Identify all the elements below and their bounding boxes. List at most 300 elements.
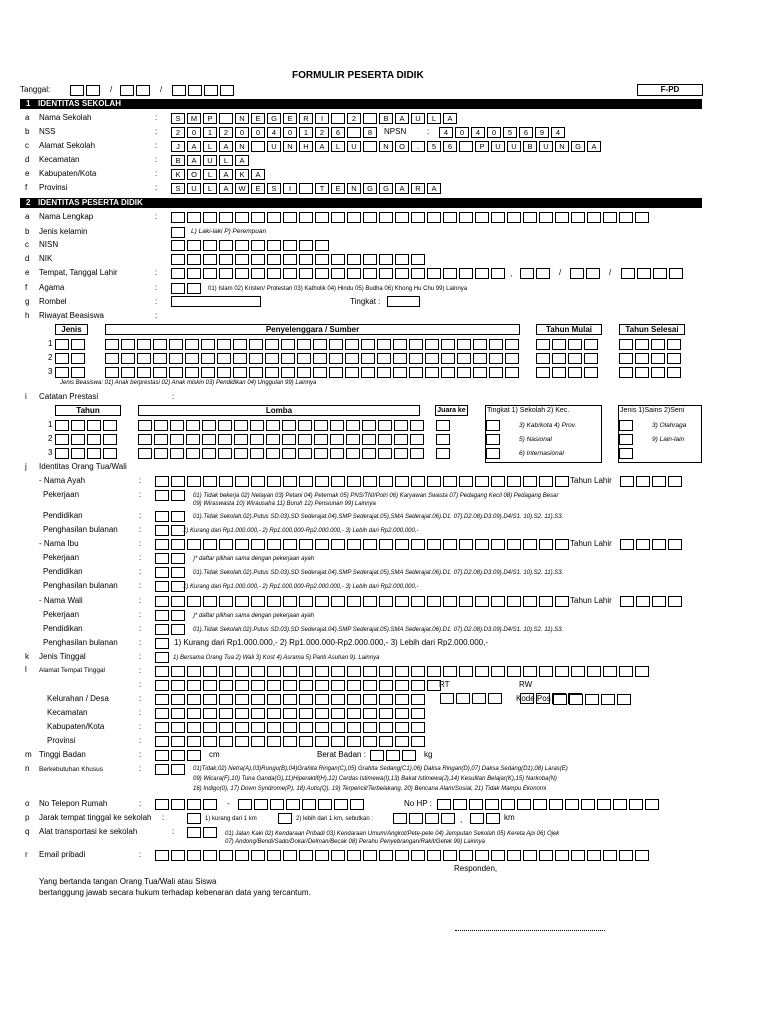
char-box[interactable] — [298, 434, 312, 445]
char-box[interactable] — [331, 694, 345, 705]
char-box[interactable] — [203, 799, 217, 810]
char-box[interactable]: I — [283, 183, 297, 194]
char-box[interactable]: 4 — [471, 127, 485, 138]
char-box[interactable] — [539, 850, 553, 861]
char-box[interactable] — [667, 353, 681, 364]
char-box[interactable] — [362, 420, 376, 431]
char-box[interactable] — [361, 339, 375, 350]
char-box[interactable] — [155, 764, 169, 775]
char-box[interactable] — [523, 212, 537, 223]
char-box[interactable] — [441, 367, 455, 378]
char-box[interactable] — [379, 680, 393, 691]
char-box[interactable] — [155, 596, 169, 607]
lahir-day-boxes[interactable] — [520, 268, 552, 279]
char-box[interactable]: O — [395, 141, 409, 152]
char-box[interactable] — [617, 694, 631, 705]
char-box[interactable] — [486, 813, 500, 824]
char-box[interactable] — [235, 708, 249, 719]
char-box[interactable] — [155, 511, 169, 522]
char-box[interactable] — [219, 539, 233, 550]
char-box[interactable] — [235, 694, 249, 705]
char-box[interactable] — [313, 367, 327, 378]
pekerjaan-ibu-boxes[interactable] — [155, 553, 187, 564]
char-box[interactable] — [488, 693, 502, 704]
char-box[interactable] — [489, 367, 503, 378]
char-box[interactable] — [155, 476, 169, 487]
char-box[interactable]: L — [203, 169, 217, 180]
nisn-boxes[interactable] — [171, 240, 331, 251]
char-box[interactable] — [459, 666, 473, 677]
char-box[interactable] — [138, 434, 152, 445]
char-box[interactable] — [363, 539, 377, 550]
char-box[interactable] — [71, 434, 85, 445]
char-box[interactable]: E — [251, 183, 265, 194]
char-box[interactable] — [619, 339, 633, 350]
char-box[interactable] — [233, 339, 247, 350]
char-box[interactable] — [565, 799, 579, 810]
char-box[interactable] — [169, 353, 183, 364]
char-box[interactable] — [621, 268, 635, 279]
char-box[interactable] — [441, 353, 455, 364]
char-box[interactable] — [169, 367, 183, 378]
char-box[interactable] — [459, 476, 473, 487]
char-box[interactable] — [187, 722, 201, 733]
char-box[interactable] — [219, 694, 233, 705]
char-box[interactable] — [171, 212, 185, 223]
char-box[interactable] — [668, 539, 682, 550]
char-box[interactable]: N — [235, 113, 249, 124]
char-box[interactable]: G — [379, 183, 393, 194]
char-box[interactable] — [363, 850, 377, 861]
char-box[interactable] — [411, 268, 425, 279]
char-box[interactable] — [155, 680, 169, 691]
char-box[interactable] — [652, 539, 666, 550]
char-box[interactable] — [636, 476, 650, 487]
char-box[interactable] — [635, 212, 649, 223]
char-box[interactable] — [267, 254, 281, 265]
char-box[interactable] — [363, 694, 377, 705]
char-box[interactable] — [55, 367, 69, 378]
char-box[interactable] — [155, 610, 169, 621]
char-box[interactable] — [555, 476, 569, 487]
char-box[interactable] — [318, 799, 332, 810]
char-box[interactable]: N — [283, 141, 297, 152]
char-box[interactable] — [402, 750, 416, 761]
char-box[interactable] — [155, 799, 169, 810]
char-box[interactable] — [302, 799, 316, 810]
char-box[interactable] — [171, 268, 185, 279]
char-box[interactable] — [440, 693, 454, 704]
char-box[interactable] — [584, 339, 598, 350]
char-box[interactable] — [299, 694, 313, 705]
pendidikan-ayah-boxes[interactable] — [155, 511, 187, 522]
char-box[interactable] — [171, 610, 185, 621]
beasiswa-row-boxes[interactable] — [619, 367, 683, 378]
char-box[interactable] — [249, 339, 263, 350]
char-box[interactable]: U — [267, 141, 281, 152]
char-box[interactable] — [331, 850, 345, 861]
char-box[interactable] — [187, 212, 201, 223]
char-box[interactable] — [267, 680, 281, 691]
char-box[interactable]: A — [587, 141, 601, 152]
tempat-lahir-boxes[interactable] — [171, 268, 507, 279]
char-box[interactable] — [619, 850, 633, 861]
char-box[interactable] — [283, 476, 297, 487]
char-box[interactable] — [443, 212, 457, 223]
char-box[interactable] — [171, 490, 185, 501]
char-box[interactable] — [457, 367, 471, 378]
char-box[interactable] — [669, 268, 683, 279]
char-box[interactable] — [155, 638, 169, 649]
jarak-decimal-boxes[interactable] — [470, 813, 502, 824]
char-box[interactable] — [203, 827, 217, 838]
char-box[interactable] — [386, 750, 400, 761]
char-box[interactable] — [235, 736, 249, 747]
char-box[interactable] — [218, 448, 232, 459]
char-box[interactable] — [601, 694, 615, 705]
char-box[interactable] — [379, 708, 393, 719]
char-box[interactable] — [443, 596, 457, 607]
char-box[interactable] — [297, 367, 311, 378]
char-box[interactable] — [315, 722, 329, 733]
char-box[interactable] — [155, 553, 169, 564]
tanggal-day-boxes[interactable] — [70, 85, 102, 96]
char-box[interactable] — [393, 353, 407, 364]
char-box[interactable] — [331, 476, 345, 487]
char-box[interactable] — [154, 420, 168, 431]
char-box[interactable] — [443, 476, 457, 487]
char-box[interactable] — [267, 240, 281, 251]
char-box[interactable] — [186, 448, 200, 459]
char-box[interactable] — [171, 553, 185, 564]
char-box[interactable] — [171, 680, 185, 691]
char-box[interactable] — [363, 141, 377, 152]
char-box[interactable] — [265, 367, 279, 378]
char-box[interactable] — [491, 666, 505, 677]
char-box[interactable] — [620, 476, 634, 487]
char-box[interactable] — [171, 227, 185, 238]
char-box[interactable] — [377, 367, 391, 378]
char-box[interactable] — [71, 339, 85, 350]
char-box[interactable] — [473, 339, 487, 350]
char-box[interactable]: 0 — [283, 127, 297, 138]
char-box[interactable] — [299, 254, 313, 265]
char-box[interactable] — [587, 666, 601, 677]
rombel-field[interactable] — [171, 296, 261, 307]
char-box[interactable]: B — [171, 155, 185, 166]
char-box[interactable] — [379, 666, 393, 677]
char-box[interactable]: 1 — [299, 127, 313, 138]
char-box[interactable] — [203, 240, 217, 251]
char-box[interactable] — [568, 353, 582, 364]
rt-boxes[interactable] — [440, 693, 504, 704]
char-box[interactable] — [443, 268, 457, 279]
char-box[interactable] — [597, 799, 611, 810]
char-box[interactable]: 4 — [439, 127, 453, 138]
prestasi-row-boxes[interactable] — [436, 448, 452, 459]
char-box[interactable]: G — [571, 141, 585, 152]
prestasi-row-boxes[interactable] — [436, 420, 452, 431]
char-box[interactable] — [346, 434, 360, 445]
char-box[interactable] — [219, 596, 233, 607]
char-box[interactable] — [347, 722, 361, 733]
char-box[interactable] — [571, 666, 585, 677]
char-box[interactable] — [235, 240, 249, 251]
char-box[interactable] — [473, 353, 487, 364]
char-box[interactable]: B — [379, 113, 393, 124]
char-box[interactable] — [187, 666, 201, 677]
char-box[interactable] — [299, 680, 313, 691]
jarak-opt2-box[interactable] — [278, 813, 294, 824]
char-box[interactable] — [552, 339, 566, 350]
char-box[interactable] — [379, 722, 393, 733]
char-box[interactable] — [219, 666, 233, 677]
char-box[interactable] — [475, 268, 489, 279]
char-box[interactable] — [315, 850, 329, 861]
char-box[interactable] — [517, 799, 531, 810]
char-box[interactable] — [427, 596, 441, 607]
beasiswa-row-boxes[interactable] — [536, 367, 600, 378]
char-box[interactable] — [315, 666, 329, 677]
char-box[interactable] — [251, 254, 265, 265]
beasiswa-row-boxes[interactable] — [105, 339, 521, 350]
char-box[interactable] — [254, 799, 268, 810]
kelurahan-boxes[interactable] — [155, 694, 427, 705]
char-box[interactable] — [347, 736, 361, 747]
char-box[interactable] — [411, 596, 425, 607]
char-box[interactable]: S — [171, 113, 185, 124]
char-box[interactable] — [457, 339, 471, 350]
char-box[interactable] — [187, 694, 201, 705]
char-box[interactable] — [619, 420, 633, 431]
char-box[interactable] — [203, 268, 217, 279]
char-box[interactable]: L — [331, 141, 345, 152]
char-box[interactable] — [155, 624, 169, 635]
char-box[interactable] — [427, 212, 441, 223]
char-box[interactable] — [219, 240, 233, 251]
char-box[interactable] — [235, 680, 249, 691]
char-box[interactable] — [363, 736, 377, 747]
char-box[interactable] — [219, 708, 233, 719]
char-box[interactable] — [250, 420, 264, 431]
char-box[interactable] — [363, 708, 377, 719]
char-box[interactable] — [171, 708, 185, 719]
tahun-lahir-wali-boxes[interactable] — [620, 596, 684, 607]
char-box[interactable] — [427, 539, 441, 550]
pendidikan-wali-boxes[interactable] — [155, 624, 187, 635]
char-box[interactable]: A — [219, 169, 233, 180]
char-box[interactable]: L — [203, 141, 217, 152]
char-box[interactable] — [187, 850, 201, 861]
char-box[interactable] — [585, 694, 599, 705]
kecamatan-boxes[interactable] — [155, 708, 427, 719]
char-box[interactable] — [202, 434, 216, 445]
char-box[interactable] — [427, 268, 441, 279]
char-box[interactable] — [539, 666, 553, 677]
char-box[interactable] — [379, 539, 393, 550]
jenis-kelamin-box[interactable] — [171, 227, 187, 238]
char-box[interactable]: 6 — [443, 141, 457, 152]
jenis-tinggal-box[interactable] — [155, 652, 171, 663]
char-box[interactable] — [361, 367, 375, 378]
char-box[interactable] — [331, 736, 345, 747]
char-box[interactable] — [394, 420, 408, 431]
beasiswa-row-boxes[interactable] — [619, 353, 683, 364]
char-box[interactable] — [347, 666, 361, 677]
char-box[interactable] — [87, 434, 101, 445]
char-box[interactable] — [347, 596, 361, 607]
char-box[interactable] — [155, 694, 169, 705]
char-box[interactable] — [171, 722, 185, 733]
char-box[interactable] — [299, 476, 313, 487]
char-box[interactable] — [267, 596, 281, 607]
char-box[interactable] — [441, 813, 455, 824]
char-box[interactable] — [507, 212, 521, 223]
char-box[interactable] — [217, 367, 231, 378]
char-box[interactable] — [486, 420, 500, 431]
char-box[interactable] — [651, 353, 665, 364]
char-box[interactable] — [436, 434, 450, 445]
char-box[interactable] — [523, 666, 537, 677]
tanggal-month-boxes[interactable] — [120, 85, 152, 96]
char-box[interactable] — [539, 212, 553, 223]
nama-ayah-boxes[interactable] — [155, 476, 571, 487]
char-box[interactable] — [345, 353, 359, 364]
email-boxes[interactable] — [155, 850, 651, 861]
char-box[interactable] — [249, 367, 263, 378]
char-box[interactable] — [313, 353, 327, 364]
penghasilan-wali-box[interactable] — [155, 638, 171, 649]
char-box[interactable] — [635, 666, 649, 677]
char-box[interactable] — [653, 268, 667, 279]
char-box[interactable]: R — [299, 113, 313, 124]
char-box[interactable] — [203, 694, 217, 705]
char-box[interactable]: 8 — [363, 127, 377, 138]
char-box[interactable] — [283, 850, 297, 861]
tingkat-field[interactable] — [387, 296, 420, 307]
char-box[interactable] — [489, 353, 503, 364]
char-box[interactable] — [235, 722, 249, 733]
telepon-kode-boxes[interactable] — [155, 799, 219, 810]
char-box[interactable] — [667, 367, 681, 378]
char-box[interactable] — [186, 434, 200, 445]
char-box[interactable] — [283, 212, 297, 223]
char-box[interactable] — [233, 353, 247, 364]
char-box[interactable] — [171, 624, 185, 635]
char-box[interactable] — [552, 367, 566, 378]
char-box[interactable] — [103, 448, 117, 459]
char-box[interactable] — [394, 434, 408, 445]
char-box[interactable] — [203, 680, 217, 691]
char-box[interactable] — [523, 476, 537, 487]
char-box[interactable] — [121, 367, 135, 378]
char-box[interactable] — [187, 539, 201, 550]
telepon-nomor-boxes[interactable] — [238, 799, 366, 810]
char-box[interactable] — [411, 708, 425, 719]
char-box[interactable] — [217, 353, 231, 364]
char-box[interactable] — [187, 283, 201, 294]
char-box[interactable] — [187, 680, 201, 691]
char-box[interactable] — [155, 539, 169, 550]
char-box[interactable] — [363, 254, 377, 265]
char-box[interactable] — [299, 268, 313, 279]
char-box[interactable] — [475, 596, 489, 607]
berat-badan-boxes[interactable] — [370, 750, 418, 761]
tahun-lahir-ibu-boxes[interactable] — [620, 539, 684, 550]
char-box[interactable] — [171, 539, 185, 550]
char-box[interactable] — [395, 476, 409, 487]
char-box[interactable] — [636, 596, 650, 607]
char-box[interactable] — [171, 254, 185, 265]
char-box[interactable] — [395, 596, 409, 607]
pekerjaan-wali-boxes[interactable] — [155, 610, 187, 621]
char-box[interactable] — [203, 596, 217, 607]
char-box[interactable] — [299, 212, 313, 223]
char-box[interactable] — [251, 722, 265, 733]
char-box[interactable] — [187, 708, 201, 719]
char-box[interactable]: 0 — [251, 127, 265, 138]
char-box[interactable] — [549, 799, 563, 810]
char-box[interactable] — [137, 367, 151, 378]
char-box[interactable] — [491, 212, 505, 223]
char-box[interactable] — [581, 799, 595, 810]
char-box[interactable]: S — [267, 183, 281, 194]
char-box[interactable] — [652, 596, 666, 607]
lahir-month-boxes[interactable] — [570, 268, 602, 279]
char-box[interactable] — [170, 420, 184, 431]
char-box[interactable]: P — [475, 141, 489, 152]
char-box[interactable] — [457, 353, 471, 364]
char-box[interactable]: A — [219, 183, 233, 194]
char-box[interactable] — [235, 254, 249, 265]
char-box[interactable] — [234, 420, 248, 431]
char-box[interactable]: 5 — [427, 141, 441, 152]
char-box[interactable] — [570, 268, 584, 279]
char-box[interactable] — [203, 539, 217, 550]
char-box[interactable] — [283, 596, 297, 607]
char-box[interactable] — [331, 268, 345, 279]
char-box[interactable]: 2 — [219, 127, 233, 138]
char-box[interactable] — [651, 367, 665, 378]
char-box[interactable] — [267, 694, 281, 705]
char-box[interactable]: A — [315, 141, 329, 152]
char-box[interactable] — [315, 240, 329, 251]
signature-line[interactable] — [455, 929, 605, 931]
nama-wali-boxes[interactable] — [155, 596, 571, 607]
char-box[interactable]: 0 — [487, 127, 501, 138]
char-box[interactable] — [235, 596, 249, 607]
char-box[interactable] — [536, 339, 550, 350]
char-box[interactable] — [395, 268, 409, 279]
char-box[interactable] — [235, 268, 249, 279]
char-box[interactable] — [345, 339, 359, 350]
char-box[interactable]: U — [203, 155, 217, 166]
char-box[interactable] — [331, 539, 345, 550]
char-box[interactable]: G — [267, 113, 281, 124]
char-box[interactable]: A — [427, 183, 441, 194]
alamat-line2-boxes[interactable] — [155, 680, 443, 691]
char-box[interactable]: 2 — [347, 113, 361, 124]
char-box[interactable] — [266, 434, 280, 445]
char-box[interactable] — [370, 750, 384, 761]
char-box[interactable] — [55, 434, 69, 445]
char-box[interactable] — [234, 434, 248, 445]
prestasi-row-boxes[interactable] — [619, 448, 635, 459]
char-box[interactable] — [171, 750, 185, 761]
char-box[interactable] — [555, 666, 569, 677]
char-box[interactable] — [571, 850, 585, 861]
agama-boxes[interactable] — [171, 283, 203, 294]
